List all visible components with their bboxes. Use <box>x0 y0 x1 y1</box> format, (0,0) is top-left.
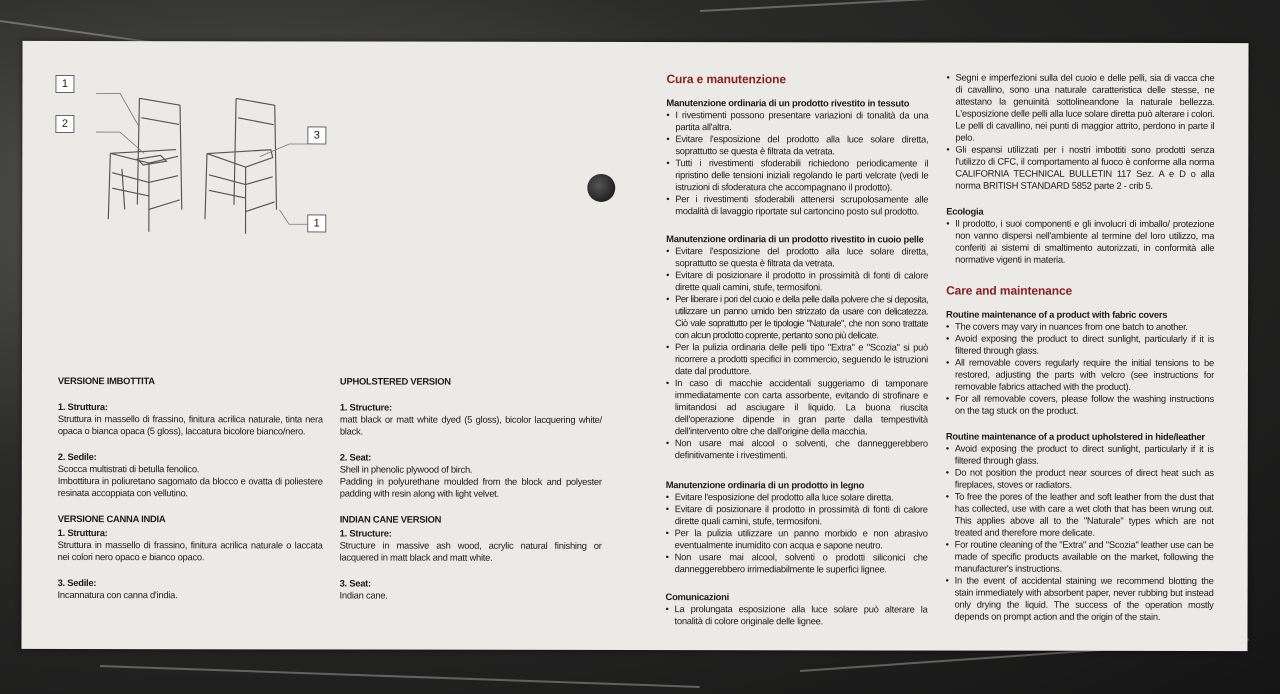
list-item: • Il prodotto, i suoi componenti e gli involucri di imballo/ protezione non vanno dispersi nell'ambiente al termine del loro utilizzo, ma conferiti ai sistemi di smaltimento autorizzati, in conformità alle normative vigenti in materia. <box>946 218 1214 266</box>
list-item: • Per i rivestimenti sfoderabili attenersi scrupolosamente alle modalità di lavaggio riportate sul cartoncino posto sul prodotto. <box>666 193 928 217</box>
label: 3. Seat: <box>339 577 371 589</box>
list <box>946 321 1214 417</box>
heading: VERSIONE CANNA INDIA <box>57 512 166 525</box>
list-item: • In caso di macchie accidentali suggeriamo di tamponare immediatamente con carta assorbente, evitando di strofinare e limitandosi ad asciugare il liquido. La buona riuscita dell'operazione dipende in gran parte dalla tempestività dell'intervento oltre che dall'origine della macchia. <box>666 377 928 437</box>
marble-vein <box>100 665 700 688</box>
heading: VERSIONE IMBOTTITA <box>57 374 155 387</box>
label: 1. Struttura: <box>57 526 108 539</box>
italian-versions <box>58 375 323 601</box>
list-item: • Evitare di posizionare il prodotto in prossimità di fonti di calore dirette quali camini, stufe, termosifoni. <box>666 269 928 293</box>
list-item: • Do not position the product near sources of direct heat such as fireplaces, stoves or radiators. <box>946 467 1214 491</box>
list-item: • Non usare mai alcool, solventi o prodotti siliconici che danneggerebbero irrimediabilmente le superfici lignee. <box>666 551 928 575</box>
list-item: • Evitare l'esposizione del prodotto alla luce solare diretta, soprattutto se questa è filtrata da vetrata. <box>666 245 928 269</box>
text: Imbottitura in poliuretano sagomato da blocco e ovatta di poliestere resinata accoppiata con vellutino. <box>57 474 323 499</box>
text: matt black or matt white dyed (5 gloss), bicolor lacquering white/ black. <box>339 413 602 437</box>
text: Struttura in massello di frassino, finitura acrilica naturale o laccata nei colori nero opaco e bianco opaco. <box>57 538 323 563</box>
list-item: • For routine cleaning of the "Extra" and "Scozia" leather use can be made of specific products available on the market, following the manufacturer's instructions. <box>946 539 1214 575</box>
heading: Routine maintenance of a product upholstered in hide/leather <box>945 430 1205 442</box>
label: 1. Structure: <box>339 401 392 413</box>
list-item: • Avoid exposing the product to direct sunlight, particularly if it is filtered through glass. <box>946 443 1214 467</box>
italian-care-continued <box>946 72 1214 266</box>
heading: Comunicazioni <box>665 591 729 603</box>
list <box>946 443 1214 623</box>
list-item: • The covers may vary in nuances from one batch to another. <box>946 321 1214 333</box>
list-item: • Tutti i rivestimenti sfoderabili richiedono periodicamente il ripristino delle tensioni iniziali regolando le parti velcrate (vedi le istruzioni di sfoderatura che accompagnano il prodotto). <box>666 157 928 193</box>
list <box>666 603 928 627</box>
list-item: • Per la pulizia ordinaria delle pelli tipo "Extra" e "Scozia" si può ricorrere a prodotti specifici in commercio, seguendo le istruzioni date dal produttore. <box>666 341 928 377</box>
label: 3. Sedile: <box>57 576 97 589</box>
list-item: • Segni e imperfezioni sulla del cuoio e delle pelli, sia di vacca che di cavallino, sono una naturale caratteristica delle stesse, ne attestano la genuinità sottolineandone la naturale bellezza. L'esposizione delle pelli alla luce solare diretta può alterare i colori. Le pelli di cavallino, nei punti di maggior attrito, perdono in parte il pelo. <box>946 72 1214 144</box>
label: 1. Struttura: <box>57 400 108 413</box>
instruction-card <box>21 41 1248 651</box>
punch-hole <box>587 174 615 202</box>
heading: Manutenzione ordinaria di un prodotto in legno <box>665 479 865 491</box>
text: Scocca multistrati di betulla fenolico. <box>57 462 200 475</box>
italian-care <box>666 73 929 627</box>
callout-3: 3 <box>307 126 326 144</box>
label: 2. Sedile: <box>57 450 97 463</box>
list-item: • Evitare l'esposizione del prodotto alla luce solare diretta, soprattutto se questa è filtrata da vetrata. <box>666 133 928 157</box>
list-item: • I rivestimenti possono presentare variazioni di tonalità da una partita all'altra. <box>666 109 928 133</box>
text: Incannatura con canna d'india. <box>57 588 178 601</box>
heading: INDIAN CANE VERSION <box>339 513 442 525</box>
list-item: • La prolungata esposizione alla luce solare può alterare la tonalità di colore originale delle lignee. <box>666 603 928 627</box>
callout-1-frame: 1 <box>307 214 326 232</box>
text: Indian cane. <box>339 589 388 601</box>
callout-2: 2 <box>55 115 74 133</box>
list-item: • Per liberare i pori del cuoio e della pelle dalla polvere che si deposita, utilizzare un panno umido ben strizzato da usare con delicatezza. Ciò vale soprattutto per le tipologie "Naturale", che non sono trattate con alcun prodotto coprente, pertanto sono più delicate. <box>666 293 928 341</box>
list-item: • In the event of accidental staining we recommend blotting the stain immediately with absorbent paper, never rubbing but instead only drying the liquid. The success of the operation mostly depends on prompt action and the origin of the stain. <box>946 575 1214 623</box>
text: Structure in massive ash wood, acrylic natural finishing or lacquered in matt black and matt white. <box>339 539 602 563</box>
text: Padding in polyurethane moulded from the block and polyester padding with resin along with light velvet. <box>339 475 602 499</box>
list-item: • Evitare l'esposizione del prodotto alla luce solare diretta. <box>666 491 928 503</box>
upholstered-chair-drawing <box>108 98 182 232</box>
list-item: • For all removable covers, please follow the washing instructions on the tag stuck on the product. <box>946 393 1214 417</box>
list <box>666 491 928 575</box>
chair-diagram <box>52 71 342 252</box>
list-item: • Gli espansi utilizzati per i nostri imbottiti sono prodotti senza l'utilizzo di CFC, il comportamento al fuoco è conforme alla norma CALIFORNIA TECHNICAL BULLETIN 117 Sez. A e D o alla norma BRITISH STANDARD 5852 parte 2 - crib 5. <box>946 144 1214 192</box>
text: Struttura in massello di frassino, finitura acrilica naturale, tinta nera opaca o bianca opaca (5 gloss), laccatura bicolore bianco/nero. <box>57 412 323 437</box>
callout-1: 1 <box>55 75 74 93</box>
english-care <box>946 285 1215 623</box>
cane-chair-drawing <box>205 98 277 233</box>
label: 2. Seat: <box>339 451 372 463</box>
section-title: Cura e manutenzione <box>666 72 786 87</box>
label: 1. Structure: <box>339 527 392 539</box>
english-versions <box>340 375 602 601</box>
list-item: • To free the pores of the leather and soft leather from the dust that has collected, use with care a wet cloth that has been wrung out. This applies above all to the "Naturale" types which are not treated and therefore more delicate. <box>946 491 1214 539</box>
text: Shell in phenolic plywood of birch. <box>339 463 473 475</box>
list-item: • Per la pulizia utilizzare un panno morbido e non abrasivo eventualmente inumidito con acqua e sapone neutro. <box>666 527 928 551</box>
list <box>666 245 928 461</box>
heading: Manutenzione ordinaria di un prodotto rivestito in cuoio pelle <box>666 233 924 245</box>
list <box>946 218 1214 266</box>
list <box>946 72 1214 192</box>
section-title: Care and maintenance <box>946 283 1073 298</box>
list-item: • All removable covers regularly require the initial tensions to be restored, adjusting the parts with velcro (see instructions for removable fabrics attached with the product). <box>946 357 1214 393</box>
list-item: • Avoid exposing the product to direct sunlight, particularly if it is filtered through glass. <box>946 333 1214 357</box>
heading: Routine maintenance of a product with fabric covers <box>946 308 1168 320</box>
list-item: • Evitare di posizionare il prodotto in prossimità di fonti di calore dirette quali camini, stufe, termosifoni. <box>666 503 928 527</box>
heading: Manutenzione ordinaria di un prodotto rivestito in tessuto <box>666 97 910 109</box>
heading: UPHOLSTERED VERSION <box>339 375 451 387</box>
list-item: • Non usare mai alcool o solventi, che danneggerebbero definitivamente i rivestimenti. <box>666 437 928 461</box>
marble-vein <box>700 0 1199 12</box>
heading: Ecologia <box>946 205 984 217</box>
list <box>666 109 928 217</box>
